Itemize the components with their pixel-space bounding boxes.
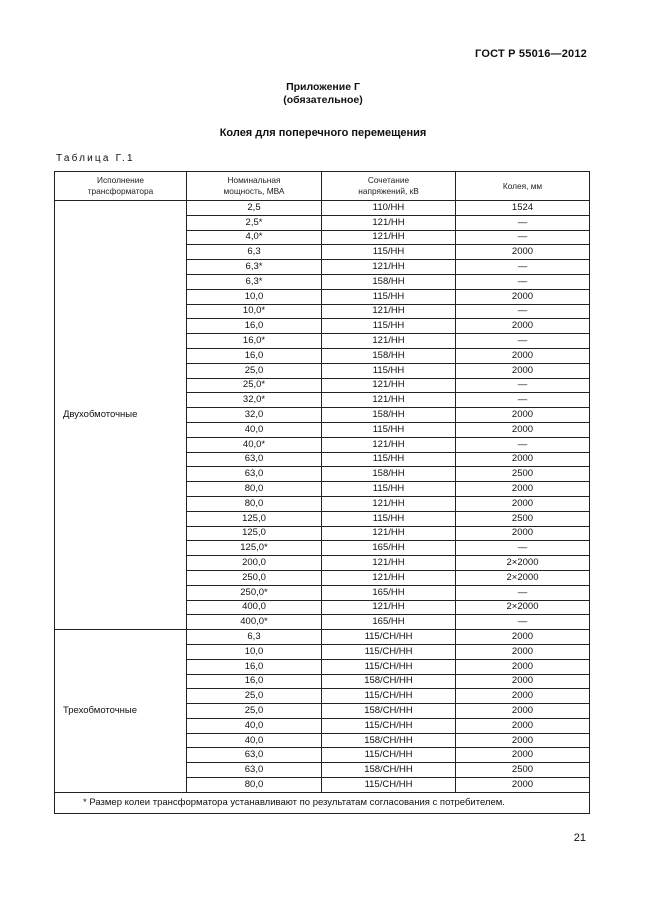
power-cell: 40,0 xyxy=(187,733,322,748)
gauge-cell: 2000 xyxy=(456,245,590,260)
voltage-cell: 121/НН xyxy=(322,570,456,585)
voltage-cell: 158/СН/НН xyxy=(322,733,456,748)
voltage-cell: 121/НН xyxy=(322,437,456,452)
voltage-cell: 115/СН/НН xyxy=(322,659,456,674)
header-power-line2: мощность, МВА xyxy=(223,186,285,196)
voltage-cell: 115/НН xyxy=(322,363,456,378)
voltage-cell: 121/НН xyxy=(322,600,456,615)
voltage-cell: 121/НН xyxy=(322,393,456,408)
group-name-cell: Трехобмоточные xyxy=(55,630,187,793)
table-caption: Таблица Г.1 xyxy=(56,153,135,164)
gauge-cell: — xyxy=(456,437,590,452)
power-cell: 16,0 xyxy=(187,348,322,363)
voltage-cell: 115/СН/НН xyxy=(322,718,456,733)
voltage-cell: 115/НН xyxy=(322,482,456,497)
power-cell: 6,3* xyxy=(187,274,322,289)
power-cell: 250,0* xyxy=(187,585,322,600)
voltage-cell: 115/СН/НН xyxy=(322,748,456,763)
power-cell: 2,5* xyxy=(187,215,322,230)
power-cell: 25,0 xyxy=(187,704,322,719)
power-cell: 4,0* xyxy=(187,230,322,245)
annex-heading xyxy=(0,81,646,107)
power-cell: 63,0 xyxy=(187,763,322,778)
gauge-cell: — xyxy=(456,274,590,289)
voltage-cell: 121/НН xyxy=(322,378,456,393)
gauge-cell: 2000 xyxy=(456,733,590,748)
power-cell: 80,0 xyxy=(187,496,322,511)
power-cell: 125,0 xyxy=(187,526,322,541)
voltage-cell: 121/НН xyxy=(322,230,456,245)
voltage-cell: 165/НН xyxy=(322,541,456,556)
header-gauge-line1: Колея, мм xyxy=(502,180,543,191)
voltage-cell: 115/НН xyxy=(322,422,456,437)
gauge-cell: — xyxy=(456,215,590,230)
voltage-cell: 115/СН/НН xyxy=(322,689,456,704)
section-title: Колея для поперечного перемещения xyxy=(219,127,427,139)
gauge-cell: 2000 xyxy=(456,674,590,689)
voltage-cell: 121/НН xyxy=(322,526,456,541)
power-cell: 63,0 xyxy=(187,748,322,763)
voltage-cell: 115/НН xyxy=(322,245,456,260)
voltage-cell: 158/СН/НН xyxy=(322,763,456,778)
gauge-cell: — xyxy=(456,615,590,630)
annex-status: (обязательное) xyxy=(283,94,363,106)
voltage-cell: 115/СН/НН xyxy=(322,630,456,645)
voltage-cell: 121/НН xyxy=(322,215,456,230)
document-code: ГОСТ Р 55016—2012 xyxy=(475,48,587,60)
gauge-cell: 2500 xyxy=(456,511,590,526)
group-name-cell: Двухобмоточные xyxy=(55,201,187,630)
voltage-cell: 158/НН xyxy=(322,467,456,482)
power-cell: 63,0 xyxy=(187,467,322,482)
gauge-cell: 2000 xyxy=(456,496,590,511)
header-execution-line1: Исполнение xyxy=(97,175,144,185)
table-row xyxy=(55,201,590,216)
annex-label: Приложение Г xyxy=(286,81,360,93)
power-cell: 125,0* xyxy=(187,541,322,556)
gauge-cell: — xyxy=(456,260,590,275)
power-cell: 10,0 xyxy=(187,644,322,659)
gauge-cell: 2000 xyxy=(456,778,590,793)
power-cell: 32,0 xyxy=(187,408,322,423)
power-cell: 250,0 xyxy=(187,570,322,585)
gauge-cell: 2000 xyxy=(456,689,590,704)
gauge-cell: 2000 xyxy=(456,363,590,378)
gauge-cell: 2000 xyxy=(456,452,590,467)
voltage-cell: 158/НН xyxy=(322,348,456,363)
voltage-cell: 115/НН xyxy=(322,452,456,467)
gauge-cell: — xyxy=(456,230,590,245)
power-cell: 40,0 xyxy=(187,718,322,733)
voltage-cell: 158/НН xyxy=(322,274,456,289)
footnote-row xyxy=(55,792,590,813)
table-body xyxy=(55,201,590,814)
gauge-cell: — xyxy=(456,378,590,393)
gauge-cell: 2×2000 xyxy=(456,570,590,585)
power-cell: 400,0 xyxy=(187,600,322,615)
gauge-cell: 2000 xyxy=(456,289,590,304)
power-cell: 16,0* xyxy=(187,334,322,349)
table-header xyxy=(55,172,590,201)
power-cell: 63,0 xyxy=(187,452,322,467)
power-cell: 80,0 xyxy=(187,778,322,793)
power-cell: 400,0* xyxy=(187,615,322,630)
voltage-cell: 121/НН xyxy=(322,260,456,275)
power-cell: 125,0 xyxy=(187,511,322,526)
page-number: 21 xyxy=(573,832,586,844)
voltage-cell: 158/СН/НН xyxy=(322,704,456,719)
power-cell: 10,0* xyxy=(187,304,322,319)
voltage-cell: 121/НН xyxy=(322,556,456,571)
gauge-cell: 2500 xyxy=(456,467,590,482)
voltage-cell: 115/НН xyxy=(322,319,456,334)
power-cell: 2,5 xyxy=(187,201,322,216)
gauge-cell: — xyxy=(456,393,590,408)
gauge-cell: 2000 xyxy=(456,348,590,363)
gauge-cell: 2000 xyxy=(456,408,590,423)
gauge-cell: 2500 xyxy=(456,763,590,778)
voltage-cell: 115/СН/НН xyxy=(322,644,456,659)
power-cell: 25,0 xyxy=(187,363,322,378)
header-voltage-line1: Сочетание xyxy=(367,175,410,185)
voltage-cell: 110/НН xyxy=(322,201,456,216)
gauge-cell: 2×2000 xyxy=(456,556,590,571)
voltage-cell: 158/НН xyxy=(322,408,456,423)
gauge-cell: 2×2000 xyxy=(456,600,590,615)
power-cell: 6,3 xyxy=(187,630,322,645)
gauge-cell: 2000 xyxy=(456,422,590,437)
voltage-cell: 115/НН xyxy=(322,289,456,304)
power-cell: 10,0 xyxy=(187,289,322,304)
power-cell: 40,0* xyxy=(187,437,322,452)
gauge-cell: 2000 xyxy=(456,748,590,763)
voltage-cell: 121/НН xyxy=(322,496,456,511)
footnote-cell: * Размер колеи трансформатора устанавливают по результатам согласования с потребителем. xyxy=(55,792,590,813)
power-cell: 80,0 xyxy=(187,482,322,497)
header-power xyxy=(187,172,322,201)
voltage-cell: 115/СН/НН xyxy=(322,778,456,793)
power-cell: 32,0* xyxy=(187,393,322,408)
power-cell: 16,0 xyxy=(187,319,322,334)
header-power-line1: Номинальная xyxy=(227,175,281,185)
power-cell: 16,0 xyxy=(187,659,322,674)
voltage-cell: 121/НН xyxy=(322,334,456,349)
gauge-table xyxy=(54,171,590,814)
power-cell: 25,0 xyxy=(187,689,322,704)
power-cell: 25,0* xyxy=(187,378,322,393)
gauge-cell: 2000 xyxy=(456,526,590,541)
gauge-cell: 2000 xyxy=(456,482,590,497)
gauge-cell: 2000 xyxy=(456,718,590,733)
gauge-cell: — xyxy=(456,334,590,349)
table-row xyxy=(55,630,590,645)
header-voltage xyxy=(322,172,456,201)
header-voltage-line2: напряжений, кВ xyxy=(358,186,419,196)
voltage-cell: 115/НН xyxy=(322,511,456,526)
gauge-cell: 2000 xyxy=(456,630,590,645)
voltage-cell: 121/НН xyxy=(322,304,456,319)
table-header-row xyxy=(55,172,590,201)
gauge-cell: — xyxy=(456,304,590,319)
gauge-cell: 2000 xyxy=(456,704,590,719)
header-gauge xyxy=(456,172,590,201)
power-cell: 200,0 xyxy=(187,556,322,571)
gauge-cell: 2000 xyxy=(456,319,590,334)
header-execution xyxy=(55,172,187,201)
gauge-cell: 2000 xyxy=(456,644,590,659)
power-cell: 40,0 xyxy=(187,422,322,437)
power-cell: 16,0 xyxy=(187,674,322,689)
voltage-cell: 165/НН xyxy=(322,615,456,630)
gauge-cell: 2000 xyxy=(456,659,590,674)
power-cell: 6,3* xyxy=(187,260,322,275)
gauge-cell: — xyxy=(456,585,590,600)
header-execution-line2: трансформатора xyxy=(87,186,154,196)
gauge-cell: 1524 xyxy=(456,201,590,216)
gauge-cell: — xyxy=(456,541,590,556)
power-cell: 6,3 xyxy=(187,245,322,260)
voltage-cell: 165/НН xyxy=(322,585,456,600)
voltage-cell: 158/СН/НН xyxy=(322,674,456,689)
